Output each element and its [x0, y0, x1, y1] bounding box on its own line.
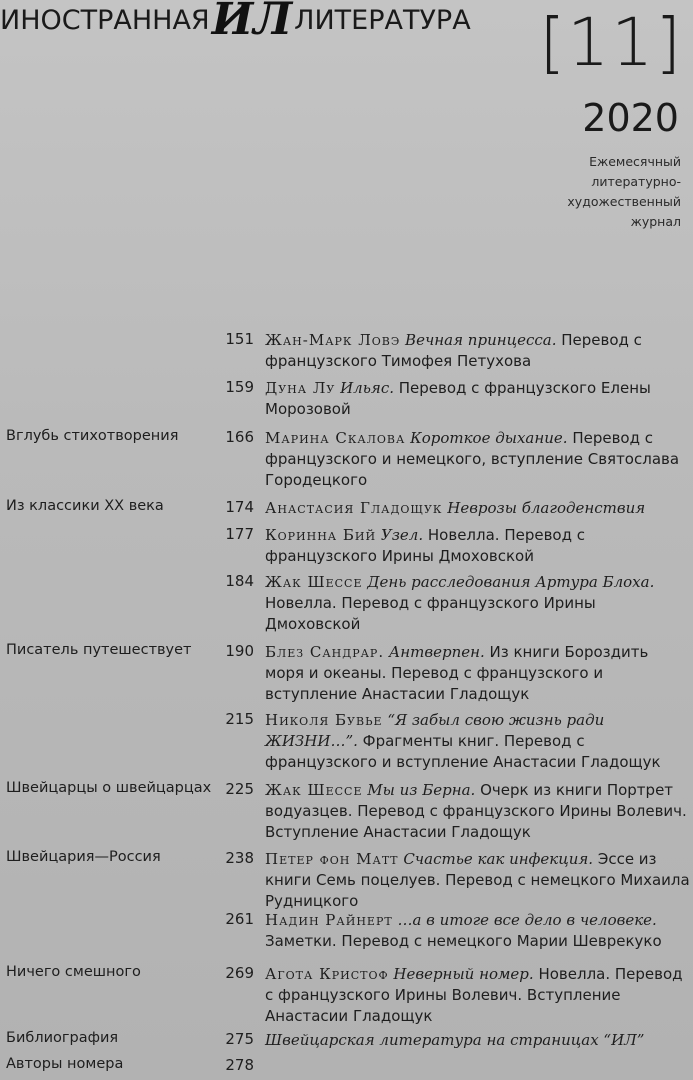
toc-author: Марина Скалова [265, 429, 406, 447]
toc-content [265, 330, 690, 372]
toc-author: Дуна Лу [265, 379, 336, 397]
toc-content [265, 849, 690, 912]
toc-rest: Новелла. Перевод с французского Ирины Дмоховской [265, 526, 585, 565]
toc-content [265, 1030, 690, 1051]
toc-title: Антверпен. [388, 643, 485, 661]
toc-page: 215 [225, 710, 254, 728]
toc-rest: Эссе из книги Семь поцелуев. Перевод с немецкого Михаила Рудницкого [265, 850, 690, 910]
toc-section: Писатель путешествует [6, 642, 192, 658]
toc-content [265, 642, 690, 705]
toc-author: Агота Кристоф [265, 965, 389, 983]
issue-number: [11] [539, 4, 683, 81]
toc-author: Жан-Марк Ловэ [265, 331, 401, 349]
toc-page: 238 [225, 849, 254, 867]
toc-author: Николя Бувье [265, 711, 383, 729]
toc-page: 269 [225, 964, 254, 982]
toc-section: Авторы номера [6, 1056, 124, 1072]
toc-title: Счастье как инфекция. [403, 850, 594, 868]
toc-page: 151 [225, 330, 254, 348]
toc-page: 261 [225, 910, 254, 928]
toc-section: Швейцарцы о швейцарцах [6, 780, 212, 796]
toc-page: 174 [225, 498, 254, 516]
toc-title: …а в итоге все дело в человеке. [397, 911, 657, 929]
toc-author: Коринна Бий [265, 526, 377, 544]
toc-author: Жак Шессе [265, 573, 363, 591]
toc-page: 225 [225, 780, 254, 798]
toc-rest: Новелла. Перевод с французского Ирины Волевич. Вступление Анастасии Гладощук [265, 965, 683, 1025]
toc-page: 166 [225, 428, 254, 446]
toc-page: 177 [225, 525, 254, 543]
issue-year: 2020 [582, 96, 679, 140]
toc-page: 184 [225, 572, 254, 590]
toc-author: Надин Райнерт [265, 911, 393, 929]
toc-rest: Фрагменты книг. Перевод с французского и вступление Анастасии Гладощук [265, 732, 661, 771]
toc-title: Неверный номер. [393, 965, 534, 983]
toc-title: Короткое дыхание. [410, 429, 568, 447]
toc-title: Узел. [380, 526, 424, 544]
toc-author: Петер фон Матт [265, 850, 399, 868]
toc-rest: Заметки. Перевод с немецкого Марии Шеврекуко [265, 932, 662, 950]
tagline-line: литературно- [591, 174, 681, 189]
toc-rest: Перевод с французского и немецкого, вступление Святослава Городецкого [265, 429, 680, 489]
toc-rest: Из книги Бороздить моря и океаны. Перевод с французского и вступление Анастасии Гладощук [265, 643, 649, 703]
toc-title: Швейцарская литература на страницах “ИЛ” [265, 1031, 645, 1049]
toc-content [265, 964, 690, 1027]
toc-section: Из классики ХХ века [6, 498, 164, 514]
toc-author: Анастасия Гладощук [265, 499, 443, 517]
toc-author: Жак Шессе [265, 781, 363, 799]
toc-content [265, 525, 690, 567]
toc-rest: Перевод с французского Тимофея Петухова [265, 331, 642, 370]
toc-content [265, 498, 690, 519]
toc-content [265, 780, 690, 843]
toc-page: 159 [225, 378, 254, 396]
toc-page: 275 [225, 1030, 254, 1048]
toc-content [265, 910, 690, 952]
masthead [0, 0, 471, 45]
toc-page: 278 [225, 1056, 254, 1074]
toc-rest: Новелла. Перевод с французского Ирины Дмоховской [265, 594, 596, 633]
toc-title: Вечная принцесса. [405, 331, 557, 349]
toc-section: Ничего смешного [6, 964, 141, 980]
tagline-line: Ежемесячный [589, 154, 681, 169]
toc-page: 190 [225, 642, 254, 660]
toc-rest: Очерк из книги Портрет водуазцев. Перевод с французского Ирины Волевич. Вступление Анастасии Гладощук [265, 781, 687, 841]
toc-title: День расследования Артура Блоха. [367, 573, 655, 591]
masthead-left: ИНОСТРАННАЯ [0, 4, 210, 36]
toc-content [265, 428, 690, 491]
toc-title: Ильяс. [340, 379, 394, 397]
toc-section: Библиография [6, 1030, 119, 1046]
toc-section: Вглубь стихотворения [6, 428, 179, 444]
toc-content [265, 378, 690, 420]
toc-title: “Я забыл свою жизнь ради ЖИЗНИ…”. [265, 711, 605, 750]
toc-content [265, 572, 690, 635]
toc-rest: Перевод с французского Елены Морозовой [265, 379, 651, 418]
masthead-logo: ИЛ [211, 0, 293, 45]
tagline-line: художественный [567, 194, 681, 209]
masthead-right: ЛИТЕРАТУРА [294, 4, 471, 36]
toc-section: Швейцария—Россия [6, 849, 161, 865]
toc-author: Блез Сандрар. [265, 643, 385, 661]
toc-title: Неврозы благоденствия [447, 499, 646, 517]
toc-content [265, 710, 690, 773]
tagline-line: журнал [630, 214, 681, 229]
tagline [521, 152, 681, 232]
toc-title: Мы из Берна. [367, 781, 476, 799]
